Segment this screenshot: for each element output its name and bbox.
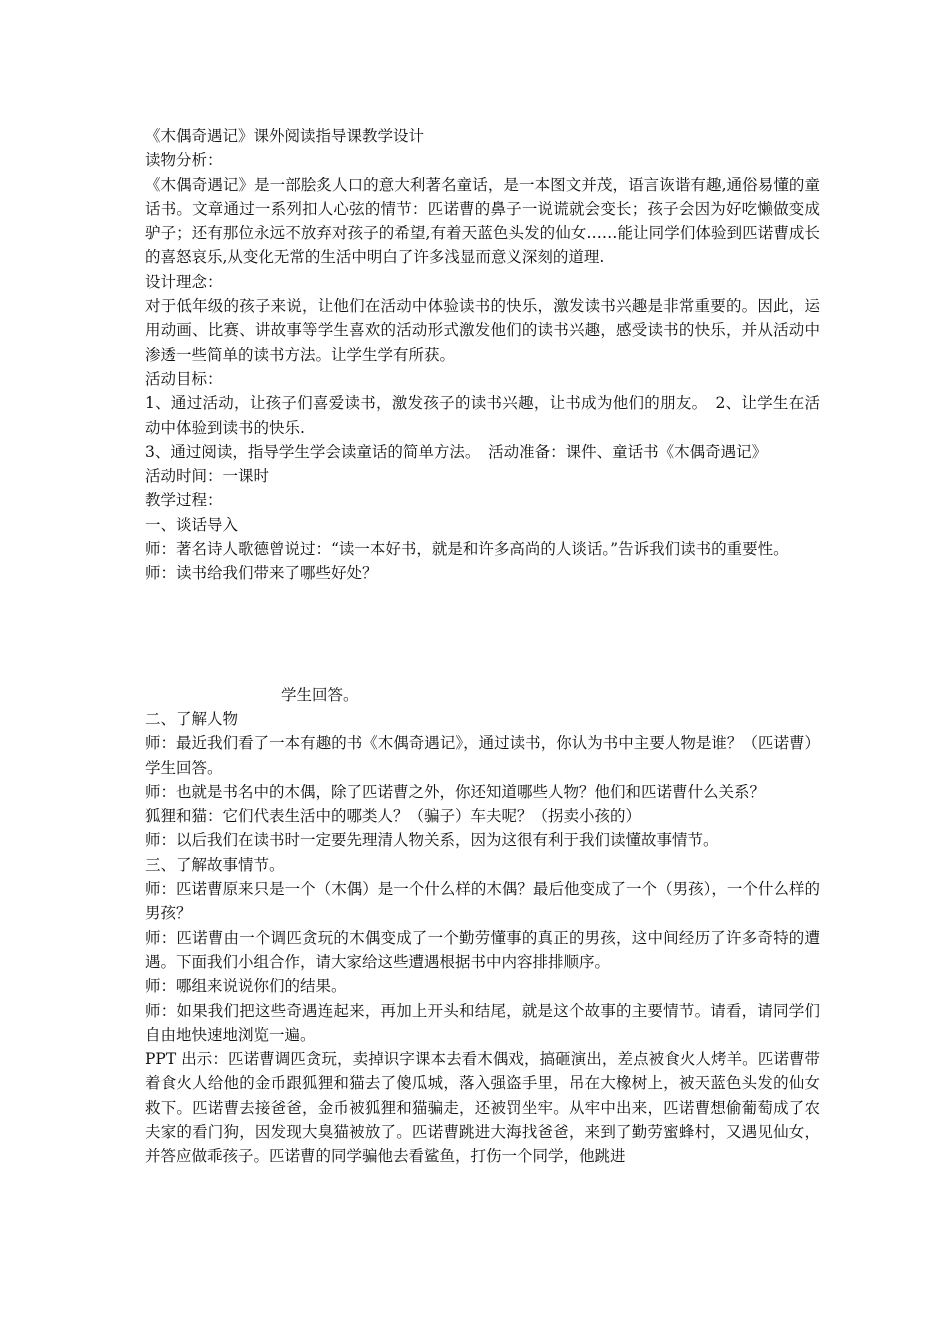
part3-paragraph-1: 师：匹诺曹原来只是一个（木偶）是一个什么样的木偶？最后他变成了一个（男孩），一个什么样的男孩？: [145, 880, 820, 923]
goals-paragraph-1: 1、通过活动，让孩子们喜爱读书，激发孩子的读书兴趣，让书成为他们的朋友。 2、让学生在活动中体验到读书的快乐.: [145, 394, 820, 437]
document-title: 《木偶奇遇记》课外阅读指导课教学设计: [145, 127, 425, 145]
analysis-paragraph: 《木偶奇遇记》是一部脍炙人口的意大利著名童话，是一本图文并茂，语言诙谐有趣,通俗易懂的童话书。文章通过一系列扣人心弦的情节：匹诺曹的鼻子一说谎就会变长；孩子会因为好吃懒做变成驴子；还有那位永远不放弃对孩子的希望,有着天蓝色头发的仙女……能让同学们体验到匹诺曹成长的喜怒哀乐,从变化无常的生活中明白了许多浅显而意义深刻的道理.: [145, 175, 820, 267]
document-body: [145, 124, 820, 1169]
goals-heading: 活动目标：: [145, 369, 223, 388]
part2-paragraph-1: 师：最近我们看了一本有趣的书《木偶奇遇记》，通过读书，你认为书中主要人物是谁？（匹诺曹）学生回答。: [145, 734, 820, 777]
part2-paragraph-2: 师：也就是书名中的木偶，除了匹诺曹之外，你还知道哪些人物？他们和匹诺曹什么关系？: [145, 782, 766, 801]
part2-paragraph-4: 师：以后我们在读书时一定要先理清人物关系，因为这很有利于我们读懂故事情节。: [145, 831, 719, 850]
part3-heading: 三、了解故事情节。: [145, 855, 285, 874]
part2-heading: 二、了解人物: [145, 709, 239, 728]
part3-paragraph-4: 师：如果我们把这些奇遇连起来，再加上开头和结尾，就是这个故事的主要情节。请看，请同学们自由地快速地浏览一遍。: [145, 1001, 820, 1044]
concept-paragraph: 对于低年级的孩子来说，让他们在活动中体验读书的快乐，激发读书兴趣是非常重要的。因此，运用动画、比赛、讲故事等学生喜欢的活动形式激发他们的读书兴趣，感受读书的快乐，并从活动中渗透一些简单的读书方法。让学生学有所获。: [145, 297, 820, 364]
goals-paragraph-2: 3、通过阅读，指导学生学会读童话的简单方法。 活动准备：课件、童话书《木偶奇遇记》: [145, 442, 768, 461]
part3-ppt-text: PPT 出示：匹诺曹调匹贪玩，卖掉识字课本去看木偶戏，搞砸演出，差点被食火人烤羊。匹诺曹带着食火人给他的金币跟狐狸和猫去了傻瓜城，落入强盗手里，吊在大橡树上，被天蓝色头发的仙女救下。匹诺曹去接爸爸，金币被狐狸和猫骗走，还被罚坐牢。从牢中出来，匹诺曹想偷葡萄成了农夫家的看门狗，因发现大臭猫被放了。匹诺曹跳进大海找爸爸，来到了勤劳蜜蜂村，又遇见仙女，并答应做乖孩子。匹诺曹的同学骗他去看鲨鱼，打伤一个同学，他跳进: [145, 1050, 820, 1166]
part1-paragraph-1: 师：著名诗人歌德曾说过：“读一本好书，就是和许多高尚的人谈话。”告诉我们读书的重要性。: [145, 540, 789, 559]
process-heading: 教学过程：: [145, 491, 223, 510]
part1-heading: 一、谈话导入: [145, 515, 239, 534]
concept-heading: 设计理念：: [145, 272, 223, 291]
analysis-heading: 读物分析：: [145, 151, 223, 170]
part2-paragraph-3: 狐狸和猫：它们代表生活中的哪类人？（骗子）车夫呢？（拐卖小孩的）: [145, 807, 642, 826]
part3-paragraph-2: 师：匹诺曹由一个调匹贪玩的木偶变成了一个勤劳懂事的真正的男孩，这中间经历了许多奇特的遭遇。下面我们小组合作，请大家给这些遭遇根据书中内容排排顺序。: [145, 928, 820, 971]
part1-paragraph-2: 师：读书给我们带来了哪些好处？: [145, 564, 378, 583]
part1-student-answer: 学生回答。: [281, 685, 359, 704]
part3-paragraph-3: 师：哪组来说说你们的结果。: [145, 977, 347, 996]
activity-time: 活动时间：一课时: [145, 467, 270, 486]
blank-space: [145, 586, 820, 683]
